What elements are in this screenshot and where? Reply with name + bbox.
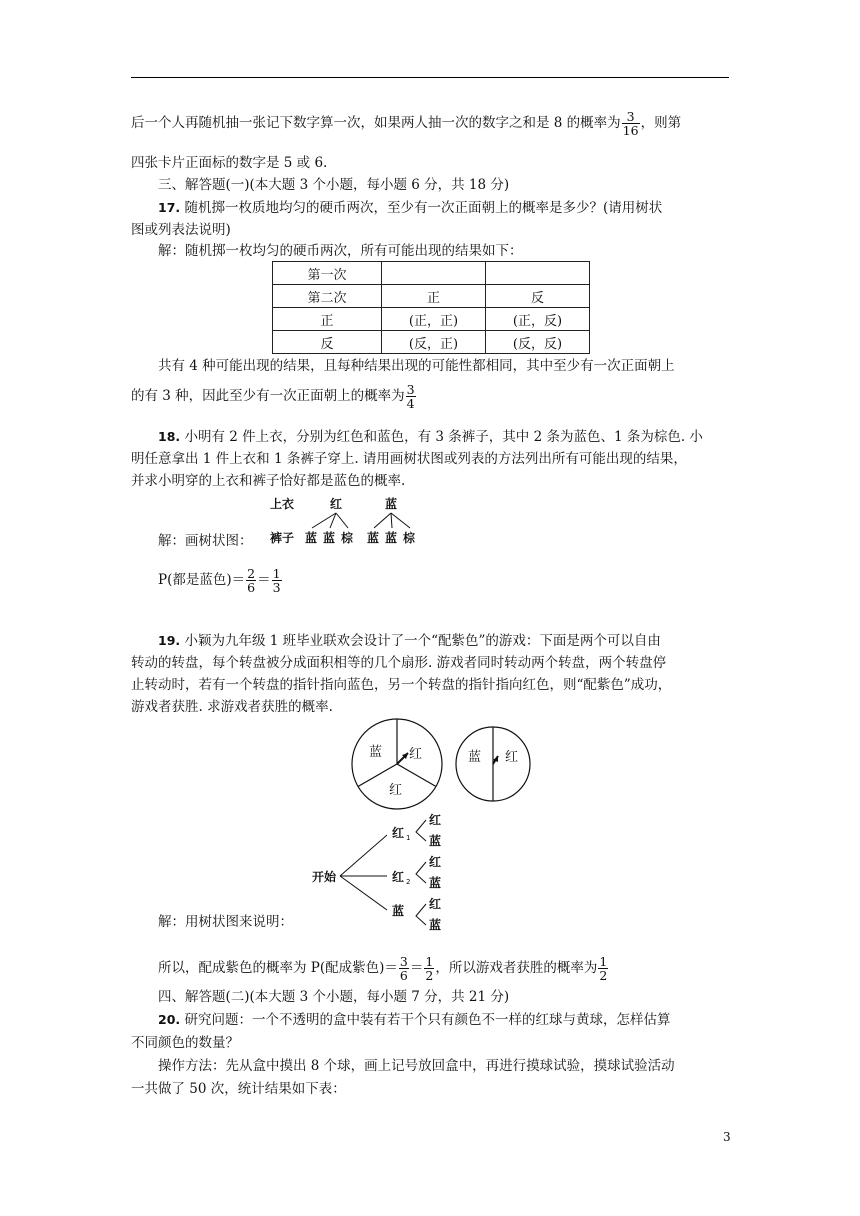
intro-text-a: 后一个人再随机抽一张记下数字算一次，如果两人抽一次的数字之和是 8 的概率为 bbox=[131, 115, 621, 131]
denominator: 6 bbox=[247, 580, 256, 595]
tree-branch bbox=[374, 513, 391, 528]
tree-leaf: 蓝 bbox=[367, 531, 380, 545]
fraction bbox=[246, 567, 256, 594]
q20-text-1: 研究问题：一个不透明的盒中装有若干个只有颜色不一样的红球与黄球，怎样估算 bbox=[184, 1012, 671, 1028]
numerator: 1 bbox=[425, 954, 434, 969]
tree-leaf: 红 bbox=[429, 855, 442, 869]
q18-probability bbox=[158, 567, 283, 594]
spinner-2-sector-blue: 蓝 bbox=[468, 750, 482, 765]
denominator: 4 bbox=[406, 396, 415, 411]
q17-solution: 解：随机掷一枚均匀的硬币两次，所有可能出现的结果如下： bbox=[158, 243, 523, 259]
table-cell: 第二次 bbox=[273, 285, 382, 308]
tree-node-red-2: 红 bbox=[392, 870, 405, 884]
tree-branch bbox=[416, 820, 426, 841]
q20-line-1 bbox=[158, 1011, 670, 1029]
intro-line-1 bbox=[131, 110, 681, 137]
q19-line-3: 止转动时，若有一个转盘的指针指向蓝色，另一个转盘的指针指向红色，则“配紫色”成功， bbox=[131, 677, 672, 693]
tree-leaf: 蓝 bbox=[429, 834, 442, 848]
tree-leaf: 棕 bbox=[341, 531, 354, 545]
tree-node-blue: 蓝 bbox=[385, 497, 398, 511]
q20-operation-2: 一共做了 50 次，统计结果如下表： bbox=[131, 1081, 346, 1097]
q18-solution: 解：画树状图： bbox=[158, 533, 253, 549]
q19-conclusion bbox=[158, 955, 609, 982]
q19-text-1: 小颖为九年级 1 班毕业联欢会设计了一个“配紫色”的游戏：下面是两个可以自由 bbox=[184, 633, 661, 649]
denominator: 2 bbox=[425, 968, 434, 983]
table-row bbox=[273, 308, 590, 331]
q18-line-3: 并求小明穿的上衣和裤子恰好都是蓝色的概率. bbox=[131, 473, 406, 489]
q19-line-2: 转动的转盘，每个转盘被分成面积相等的几个扇形. 游戏者同时转动两个转盘，两个转盘停 bbox=[131, 655, 667, 671]
q19-spinners bbox=[350, 718, 535, 810]
q20-operation-1: 操作方法：先从盒中摸出 8 个球，画上记号放回盒中，再进行摸球试验，摸球试验活动 bbox=[158, 1058, 675, 1074]
fraction bbox=[598, 955, 608, 982]
tree-branch bbox=[391, 513, 410, 528]
intro-line-2: 四张卡片正面标的数字是 5 或 6. bbox=[131, 155, 328, 171]
table-cell: (反，反) bbox=[486, 331, 590, 354]
tree-branch bbox=[312, 513, 336, 528]
tree-branch bbox=[416, 904, 426, 925]
q19-conclusion-text-a: 所以，配成紫色的概率为 P(配成紫色)＝ bbox=[158, 960, 398, 976]
tree-leaf: 红 bbox=[429, 813, 442, 827]
q19-solution: 解：用树状图来说明： bbox=[158, 914, 293, 930]
fraction bbox=[272, 567, 282, 594]
numerator: 1 bbox=[272, 566, 281, 581]
spinner-1-sector-red: 红 bbox=[389, 783, 403, 798]
numerator: 3 bbox=[622, 110, 640, 124]
q17-line-2: 图或列表法说明) bbox=[131, 222, 231, 238]
q17-conclusion-1: 共有 4 种可能出现的结果，且每种结果出现的可能性都相同，其中至少有一次正面朝上 bbox=[158, 358, 675, 374]
tree-branch bbox=[340, 876, 387, 910]
tree-leaf: 蓝 bbox=[385, 531, 398, 545]
q18-text-1: 小明有 2 件上衣，分别为红色和蓝色，有 3 条裤子，其中 2 条为蓝色、1 条为棕色. 小 bbox=[184, 429, 703, 445]
subscript: 1 bbox=[406, 834, 411, 842]
equals-sign: ＝ bbox=[257, 572, 271, 588]
denominator: 2 bbox=[599, 968, 608, 983]
q19-line-4: 游戏者获胜. 求游戏者获胜的概率. bbox=[131, 699, 333, 715]
tree-branch bbox=[416, 862, 426, 883]
table-row bbox=[273, 285, 590, 308]
tree-leaf: 蓝 bbox=[323, 531, 336, 545]
q20-number: 20. bbox=[158, 1012, 181, 1027]
fraction bbox=[622, 110, 640, 137]
spinner-1-sector-red: 红 bbox=[409, 747, 423, 762]
q17-conclusion-2 bbox=[131, 383, 417, 410]
equals-sign: ＝ bbox=[409, 960, 424, 976]
numerator: 2 bbox=[247, 566, 256, 581]
q18-line-1 bbox=[158, 428, 703, 446]
tree-label-top: 上衣 bbox=[270, 497, 295, 511]
q18-tree-diagram bbox=[268, 496, 428, 548]
tree-branch bbox=[340, 835, 387, 876]
fraction bbox=[406, 383, 416, 410]
table-cell bbox=[486, 262, 590, 285]
spinner-1-sector-blue: 蓝 bbox=[369, 745, 383, 760]
numerator: 3 bbox=[399, 954, 408, 969]
q18-line-2: 明任意拿出 1 件上衣和 1 条裤子穿上. 请用画树状图或列表的方法列出所有可能出现的结果， bbox=[131, 451, 687, 467]
tree-node-red: 红 bbox=[330, 497, 343, 511]
table-cell: (正，反) bbox=[486, 308, 590, 331]
table-cell: 第一次 bbox=[273, 262, 382, 285]
tree-label-bottom: 裤子 bbox=[270, 531, 295, 545]
subscript: 2 bbox=[406, 878, 411, 886]
table-cell: 正 bbox=[273, 308, 382, 331]
page-number: 3 bbox=[723, 1130, 731, 1144]
table-row bbox=[273, 331, 590, 354]
denominator: 16 bbox=[622, 123, 639, 138]
tree-leaf: 红 bbox=[429, 897, 442, 911]
q19-line-1 bbox=[158, 632, 661, 650]
q17-number: 17. bbox=[158, 200, 181, 215]
q17-line-1 bbox=[158, 199, 662, 217]
spinner-divider bbox=[397, 764, 436, 787]
q19-number: 19. bbox=[158, 633, 181, 648]
tree-leaf: 蓝 bbox=[429, 918, 442, 932]
tree-leaf: 蓝 bbox=[429, 876, 442, 890]
denominator: 6 bbox=[399, 968, 408, 983]
q17-conclusion-text: 的有 3 种，因此至少有一次正面朝上的概率为 bbox=[131, 388, 405, 404]
table-cell: 正 bbox=[382, 285, 486, 308]
tree-branch bbox=[336, 513, 348, 528]
table-cell: 反 bbox=[273, 331, 382, 354]
section-4-heading: 四、解答题(二)(本大题 3 个小题，每小题 7 分，共 21 分) bbox=[158, 989, 510, 1005]
fraction bbox=[399, 955, 409, 982]
table-cell bbox=[382, 262, 486, 285]
tree-start: 开始 bbox=[312, 870, 337, 884]
header-rule bbox=[131, 77, 729, 78]
intro-text-b: ，则第 bbox=[640, 115, 682, 131]
tree-branch bbox=[391, 513, 392, 528]
fraction bbox=[424, 955, 434, 982]
table-cell: 反 bbox=[486, 285, 590, 308]
q17-text-1: 随机掷一枚质地均匀的硬币两次，至少有一次正面朝上的概率是多少？(请用树状 bbox=[184, 200, 663, 216]
q20-line-2: 不同颜色的数量？ bbox=[131, 1035, 239, 1051]
tree-node-red-1: 红 bbox=[392, 826, 405, 840]
q19-tree-diagram bbox=[310, 808, 460, 936]
denominator: 3 bbox=[272, 580, 281, 595]
q19-conclusion-text-b: ，所以游戏者获胜的概率为 bbox=[435, 960, 598, 976]
q17-results-table bbox=[272, 261, 590, 354]
prob-label: P(都是蓝色)＝ bbox=[158, 572, 246, 588]
tree-leaf: 棕 bbox=[403, 531, 416, 545]
numerator: 3 bbox=[406, 382, 415, 397]
tree-leaf: 蓝 bbox=[305, 531, 318, 545]
table-row bbox=[273, 262, 590, 285]
tree-node-blue: 蓝 bbox=[392, 904, 405, 918]
table-cell: (正，正) bbox=[382, 308, 486, 331]
q18-number: 18. bbox=[158, 429, 181, 444]
table-cell: (反，正) bbox=[382, 331, 486, 354]
numerator: 1 bbox=[599, 954, 608, 969]
section-3-heading: 三、解答题(一)(本大题 3 个小题，每小题 6 分，共 18 分) bbox=[158, 177, 510, 193]
spinner-2-sector-red: 红 bbox=[505, 750, 519, 765]
